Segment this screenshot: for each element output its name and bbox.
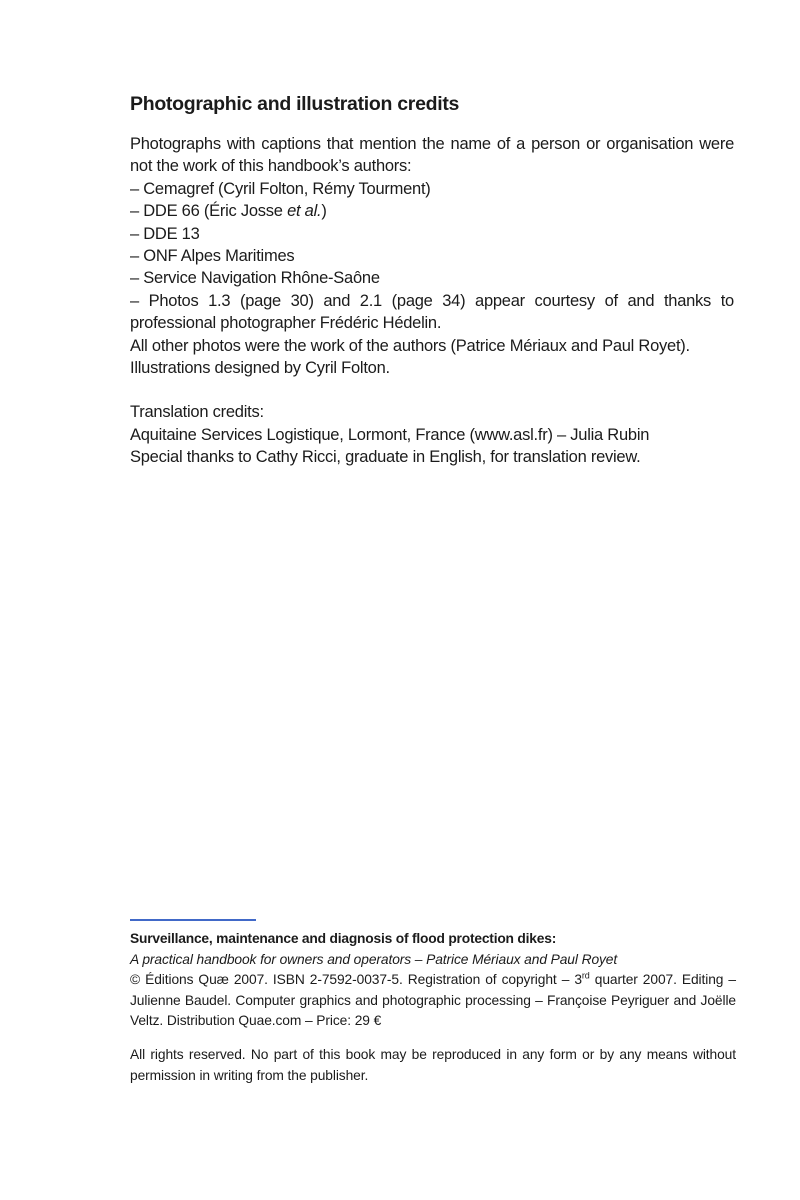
- credits-section: [130, 92, 734, 469]
- credit-item-dde66-post: ): [321, 202, 327, 221]
- translation-thanks: Special thanks to Cathy Ricci, graduate in English, for translation review.: [130, 448, 641, 467]
- translation-agency: Aquitaine Services Logistique, Lormont, France (www.asl.fr) – Julia Rubin: [130, 425, 650, 444]
- credits-other-photos: All other photos were the work of the authors (Patrice Mériaux and Paul Royet).: [130, 336, 690, 355]
- book-title: Surveillance, maintenance and diagnosis of flood protection dikes:: [130, 931, 557, 946]
- rights-notice: All rights reserved. No part of this book may be reproduced in any form or by any means without permission in writing from the publisher.: [130, 1046, 736, 1083]
- credit-item-navigation: – Service Navigation Rhône-Saône: [130, 269, 380, 288]
- credits-intro: Photographs with captions that mention the name of a person or organisation were not the work of this handbook’s authors:: [130, 135, 734, 176]
- copyright-pre: © Éditions Quæ 2007. ISBN 2-7592-0037-5. Registration of copyright – 3: [130, 972, 582, 988]
- publisher-colophon: [130, 919, 736, 1086]
- credit-item-photos: – Photos 1.3 (page 30) and 2.1 (page 34) appear courtesy of and thanks to professional photographer Frédéric Hédelin.: [130, 291, 734, 333]
- copyright-ordinal: rd: [581, 970, 590, 981]
- credit-item-onf: – ONF Alpes Maritimes: [130, 247, 295, 266]
- section-rule: [130, 919, 256, 921]
- credit-item-dde66-pre: – DDE 66 (Éric Josse: [130, 202, 288, 221]
- spacer: [130, 379, 734, 401]
- copyright-post: quarter 2007. Editing – Julienne Baudel. Computer graphics and photographic processing – Françoise Peyriguer and Joëlle Veltz. Distribution Quae.com – Price: 29 €: [130, 972, 736, 1029]
- credit-item-cemagref: – Cemagref (Cyril Folton, Rémy Tourment): [130, 179, 431, 198]
- credit-item-dde66: [130, 200, 734, 222]
- book-subtitle: A practical handbook for owners and operators – Patrice Mériaux and Paul Royet: [130, 951, 618, 967]
- translation-title: Translation credits:: [130, 403, 264, 422]
- copyright-notice: [130, 970, 736, 1032]
- page-title: Photographic and illustration credits: [130, 93, 460, 115]
- credit-item-dde13: – DDE 13: [130, 224, 200, 243]
- credit-item-dde66-etal: et al.: [287, 202, 322, 221]
- credits-illustrations: Illustrations designed by Cyril Folton.: [130, 359, 390, 378]
